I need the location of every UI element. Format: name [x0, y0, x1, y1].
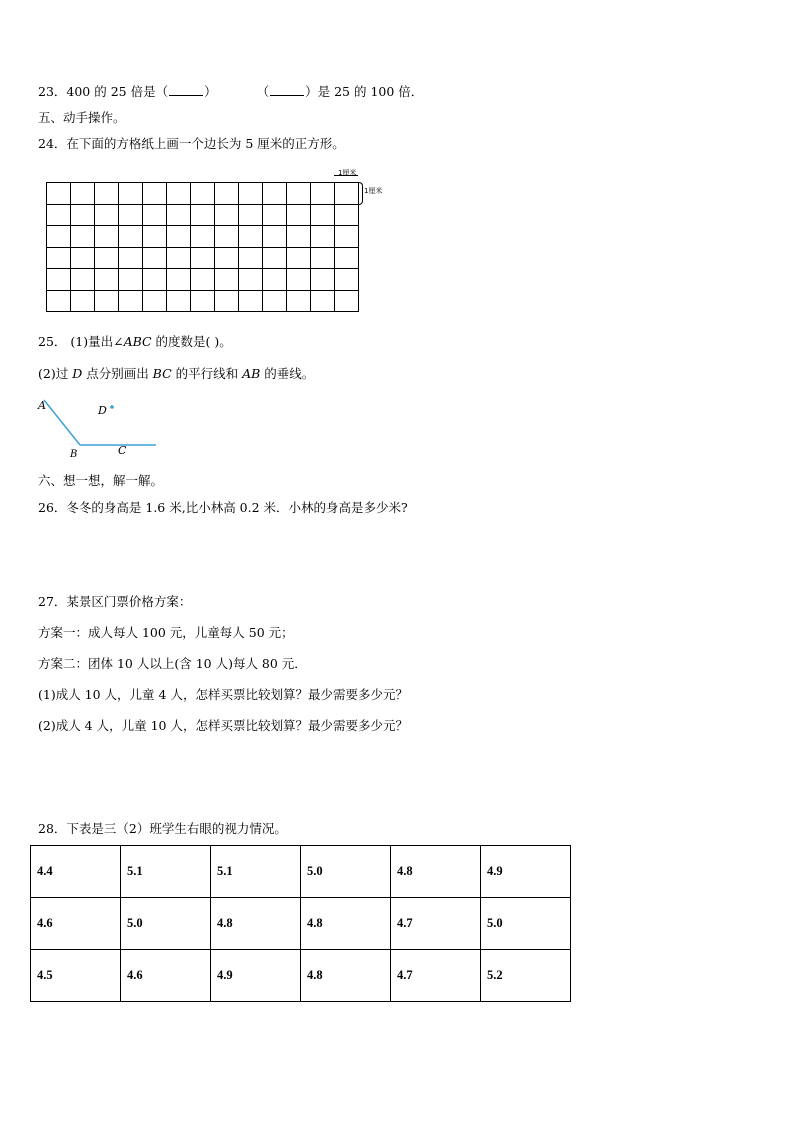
grid-cell[interactable] — [47, 248, 71, 270]
grid-cell[interactable] — [143, 183, 167, 205]
grid-cell[interactable] — [95, 183, 119, 205]
question-24: 24．在下面的方格纸上画一个边长为 5 厘米的正方形。 — [38, 136, 345, 151]
grid-cell[interactable] — [95, 226, 119, 248]
point-d — [110, 405, 114, 409]
grid-cell[interactable] — [311, 291, 335, 313]
grid-cell[interactable] — [215, 291, 239, 313]
table-cell: 4.7 — [391, 950, 481, 1002]
grid-cell[interactable] — [71, 269, 95, 291]
table-cell: 4.7 — [391, 898, 481, 950]
table-cell: 4.8 — [301, 950, 391, 1002]
grid-cell[interactable] — [215, 226, 239, 248]
table-cell: 4.8 — [301, 898, 391, 950]
unit-label-horizontal: 1厘米 — [338, 169, 357, 177]
label-a: A — [38, 399, 46, 412]
grid-cell[interactable] — [47, 226, 71, 248]
question-25-part1: 25． (1)量出∠ABC 的度数是( )。 — [38, 334, 232, 349]
label-d: D — [98, 404, 107, 417]
vision-table — [30, 845, 571, 1002]
grid-cell[interactable] — [191, 291, 215, 313]
question-27-plan2: 方案二：团体 10 人以上(含 10 人)每人 80 元． — [38, 656, 307, 671]
table-row — [31, 846, 571, 898]
grid-cell[interactable] — [287, 248, 311, 270]
grid-cell[interactable] — [287, 183, 311, 205]
grid-cell[interactable] — [263, 269, 287, 291]
grid-cell[interactable] — [119, 183, 143, 205]
grid-cell[interactable] — [215, 248, 239, 270]
grid-cell[interactable] — [263, 248, 287, 270]
grid-cell[interactable] — [95, 205, 119, 227]
grid-cell[interactable] — [47, 183, 71, 205]
grid-cell[interactable] — [167, 248, 191, 270]
grid-cell[interactable] — [71, 248, 95, 270]
table-cell: 5.1 — [211, 846, 301, 898]
grid-cell[interactable] — [47, 269, 71, 291]
grid-cell[interactable] — [143, 205, 167, 227]
grid-cell[interactable] — [239, 205, 263, 227]
grid-cell[interactable] — [311, 226, 335, 248]
grid-cell[interactable] — [191, 205, 215, 227]
table-cell: 4.6 — [121, 950, 211, 1002]
grid-cell[interactable] — [167, 269, 191, 291]
grid-cell[interactable] — [191, 269, 215, 291]
table-row — [31, 950, 571, 1002]
grid-cell[interactable] — [287, 291, 311, 313]
grid-cell[interactable] — [239, 183, 263, 205]
grid-cell[interactable] — [143, 269, 167, 291]
grid-cell[interactable] — [239, 269, 263, 291]
grid-cell[interactable] — [287, 205, 311, 227]
grid-cell[interactable] — [143, 291, 167, 313]
question-27-sub1: (1)成人 10 人，儿童 4 人，怎样买票比较划算？最少需要多少元？ — [38, 687, 408, 702]
grid-cell[interactable] — [335, 205, 359, 227]
answer-blank[interactable] — [270, 84, 304, 96]
grid-cell[interactable] — [71, 291, 95, 313]
table-cell: 4.8 — [211, 898, 301, 950]
grid-cell[interactable] — [215, 269, 239, 291]
grid-cell[interactable] — [311, 269, 335, 291]
grid-cell[interactable] — [191, 248, 215, 270]
grid-cell[interactable] — [71, 226, 95, 248]
grid-cell[interactable] — [167, 291, 191, 313]
question-26: 26．冬冬的身高是 1.6 米,比小林高 0.2 米．小林的身高是多少米? — [38, 500, 408, 515]
section-6-heading: 六、想一想，解一解。 — [38, 473, 164, 488]
grid-cell[interactable] — [335, 291, 359, 313]
label-c: C — [118, 444, 127, 457]
grid-cell[interactable] — [263, 291, 287, 313]
grid-cell[interactable] — [239, 248, 263, 270]
answer-blank[interactable] — [169, 84, 203, 96]
ray-ba — [44, 400, 80, 445]
question-27-plan1: 方案一：成人每人 100 元，儿童每人 50 元； — [38, 625, 294, 640]
question-25-part2: (2)过 D 点分别画出 BC 的平行线和 AB 的垂线。 — [38, 366, 315, 381]
grid-cell[interactable] — [239, 226, 263, 248]
grid-cell[interactable] — [311, 248, 335, 270]
table-cell: 5.0 — [481, 898, 571, 950]
table-cell: 4.5 — [31, 950, 121, 1002]
grid-cell[interactable] — [191, 226, 215, 248]
grid-cell[interactable] — [239, 291, 263, 313]
angle-figure — [30, 392, 170, 462]
grid-cell[interactable] — [167, 205, 191, 227]
grid-cell[interactable] — [287, 226, 311, 248]
question-27-sub2: (2)成人 4 人，儿童 10 人，怎样买票比较划算？最少需要多少元？ — [38, 718, 408, 733]
grid-cell[interactable] — [71, 205, 95, 227]
table-cell: 5.2 — [481, 950, 571, 1002]
unit-label-vertical: 1厘米 — [364, 187, 383, 195]
grid-cell[interactable] — [47, 205, 71, 227]
graph-paper[interactable] — [46, 169, 383, 312]
grid-cell[interactable] — [263, 205, 287, 227]
table-cell: 5.0 — [121, 898, 211, 950]
grid-cell[interactable] — [167, 183, 191, 205]
grid-cell[interactable] — [215, 205, 239, 227]
section-5-heading: 五、动手操作。 — [38, 110, 126, 125]
label-b: B — [70, 449, 78, 460]
grid-cell[interactable] — [335, 248, 359, 270]
grid-cell[interactable] — [47, 291, 71, 313]
grid-cell[interactable] — [335, 183, 359, 205]
grid-cell[interactable] — [311, 205, 335, 227]
table-cell: 4.8 — [391, 846, 481, 898]
grid-cell[interactable] — [215, 183, 239, 205]
grid-cell[interactable] — [95, 291, 119, 313]
grid-cell[interactable] — [311, 183, 335, 205]
table-cell: 4.6 — [31, 898, 121, 950]
table-cell: 4.4 — [31, 846, 121, 898]
grid-cell[interactable] — [335, 226, 359, 248]
grid-cell[interactable] — [95, 248, 119, 270]
table-cell: 4.9 — [481, 846, 571, 898]
grid-cell[interactable] — [71, 183, 95, 205]
grid-cell[interactable] — [191, 183, 215, 205]
table-cell: 5.1 — [121, 846, 211, 898]
grid-cell[interactable] — [119, 226, 143, 248]
table-cell: 4.9 — [211, 950, 301, 1002]
grid-cell[interactable] — [263, 226, 287, 248]
grid-cell[interactable] — [335, 269, 359, 291]
table-cell: 5.0 — [301, 846, 391, 898]
question-28-title: 28．下表是三（2）班学生右眼的视力情况。 — [38, 821, 287, 836]
grid-cell[interactable] — [143, 226, 167, 248]
grid-cell[interactable] — [119, 205, 143, 227]
question-23: 23．400 的 25 倍是（ ） （ ）是 25 的 100 倍． — [38, 84, 424, 99]
grid-cell[interactable] — [119, 248, 143, 270]
question-27-title: 27．某景区门票价格方案： — [38, 594, 192, 609]
grid-cell[interactable] — [143, 248, 167, 270]
grid-cell[interactable] — [119, 291, 143, 313]
grid-cell[interactable] — [119, 269, 143, 291]
grid-cell[interactable] — [95, 269, 119, 291]
grid-cell[interactable] — [287, 269, 311, 291]
grid-cell[interactable] — [263, 183, 287, 205]
table-row — [31, 898, 571, 950]
grid-cell[interactable] — [167, 226, 191, 248]
